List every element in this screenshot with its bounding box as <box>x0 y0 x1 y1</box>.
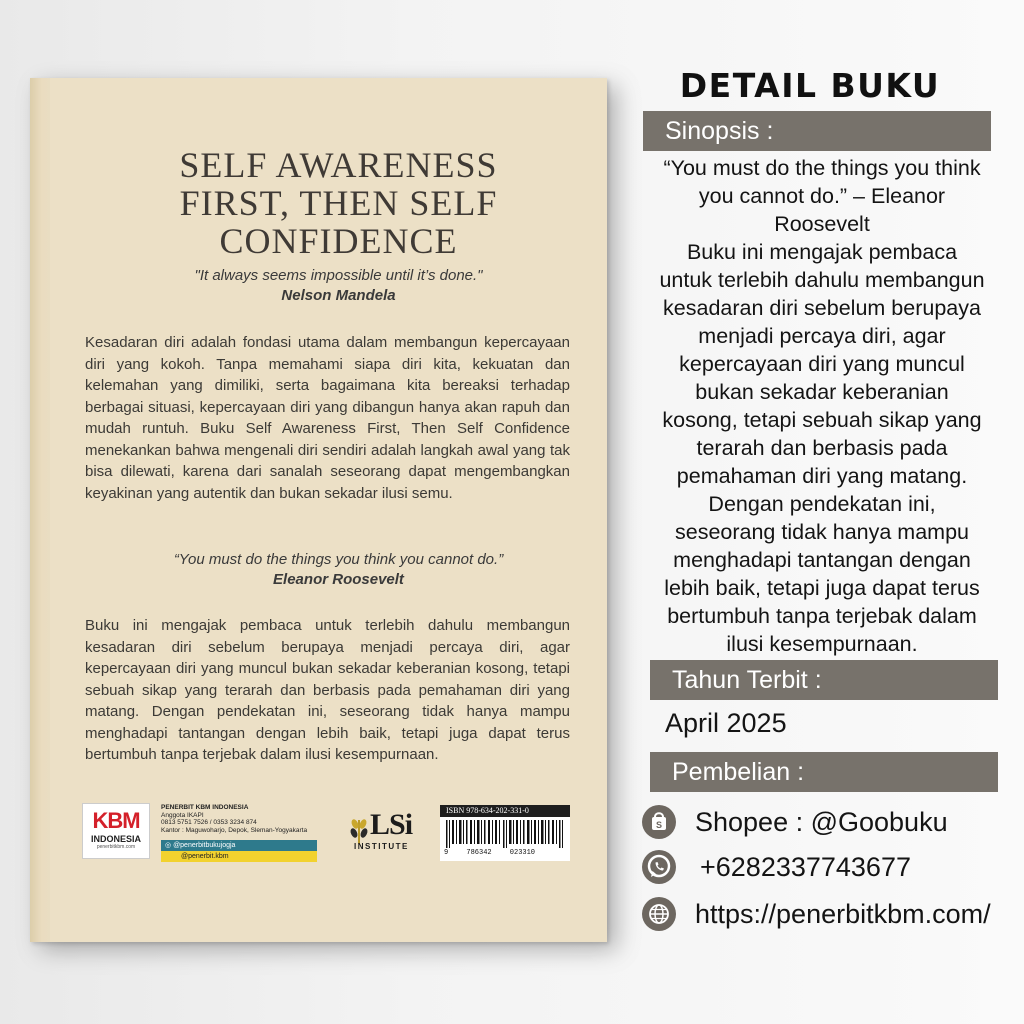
synopsis-line: Buku ini mengajak pembaca <box>686 240 958 264</box>
synopsis-line: pemahaman diri yang matang. <box>676 464 968 488</box>
instagram-handle <box>161 840 317 851</box>
whatsapp-text[interactable]: +6282337743677 <box>700 852 911 882</box>
synopsis-line: kepercayaan diri yang muncul <box>679 352 965 376</box>
youtube-handle: @penerbit.kbm <box>161 851 317 862</box>
publisher-member: Anggota IKAPI <box>161 811 204 819</box>
synopsis-line: menghadapi tantangan dengan <box>673 548 971 572</box>
synopsis-line: kosong, tetapi sebuah sikap yang <box>662 408 982 432</box>
lsi-institute-logo <box>348 808 428 858</box>
contact-website[interactable] <box>640 895 1024 935</box>
barcode-icon <box>446 820 564 848</box>
kbm-logo-sub: INDONESIA <box>90 834 141 844</box>
quote-text: “You must do the things you think you cannot do.” <box>173 551 504 568</box>
book-title-line: CONFIDENCE <box>219 221 458 261</box>
publisher-phones: 0813 5751 7526 / 0353 3234 874 <box>161 819 257 826</box>
synopsis-line: “You must do the things you think <box>663 156 981 180</box>
quote-mandela <box>70 266 607 306</box>
publisher-office: Kantor : Maguwoharjo, Depok, Sleman-Yogyakarta <box>161 826 308 834</box>
contact-shopee[interactable] <box>640 803 1024 843</box>
publisher-name: PENERBIT KBM INDONESIA <box>161 804 249 811</box>
synopsis-line: bertumbuh tanpa terjebak dalam <box>667 604 977 628</box>
synopsis-line: lebih baik, tetapi juga dapat terus <box>664 576 980 600</box>
synopsis-line: Roosevelt <box>774 212 870 236</box>
synopsis-line: untuk terlebih dahulu membangun <box>659 268 985 292</box>
isbn-barcode <box>440 805 570 861</box>
quote-roosevelt <box>70 550 607 590</box>
synopsis-line: bukan sekadar keberanian <box>695 380 949 404</box>
kbm-logo-url: penerbitkbm.com <box>96 844 136 850</box>
globe-icon <box>642 897 676 931</box>
book-paragraph-1: Kesadaran diri adalah fondasi utama dalam membangun kepercayaan diri yang kokoh. Tanpa memahami siapa diri kita, kekuatan dan kelemahan yang dimiliki, serta bagaimana kita bereaksi terhadap berbagai situasi, kepercayaan diri yang dibangun hanya akan rapuh dan mudah runtuh. Buku Self Awareness First, Then Self Confidence menekankan bahwa mengenali diri sendiri adalah langkah awal yang tak bisa dilewati, karena dari sanalah seseorang dapat mengembangkan keyakinan yang autentik dan bukan sekadar ilusi semu. <box>85 334 570 502</box>
synopsis-line: terarah dan berbasis pada <box>696 436 948 460</box>
synopsis-text <box>640 154 1004 658</box>
quote-author: Nelson Mandela <box>281 287 396 304</box>
synopsis-line: kesadaran diri sebelum berupaya <box>663 296 981 320</box>
whatsapp-icon <box>642 850 676 884</box>
shopee-text[interactable]: Shopee : @Goobuku <box>695 807 948 837</box>
book-title <box>70 146 607 260</box>
svg-text:S: S <box>655 820 663 830</box>
synopsis-line: Dengan pendekatan ini, <box>708 492 936 516</box>
website-link[interactable]: https://penerbitkbm.com/ <box>695 899 991 929</box>
synopsis-line: menjadi percaya diri, agar <box>698 324 946 348</box>
quote-author: Eleanor Roosevelt <box>273 571 404 588</box>
synopsis-line: you cannot do.” – Eleanor <box>698 184 946 208</box>
detail-heading: DETAIL BUKU <box>679 66 941 105</box>
instagram-icon: ◎ <box>165 842 174 849</box>
shopee-bag-icon <box>642 805 676 839</box>
kbm-logo <box>82 803 150 859</box>
isbn-label: ISBN 978-634-202-331-0 <box>440 805 570 817</box>
publisher-info <box>161 804 321 834</box>
synopsis-line: seseorang tidak hanya mampu <box>674 520 969 544</box>
instagram-text: @penerbitbukujogja <box>173 842 236 849</box>
book-paragraph-2: Buku ini mengajak pembaca untuk terlebih dahulu membangun kesadaran diri sebelum berupaya menjadi percaya diri, agar kepercayaan diri yang muncul bukan sekadar keberanian kosong, tetapi sebuah sikap yang terarah dan berbasis pada pemahaman diri yang matang. Dengan pendekatan ini, seseorang tidak hanya mampu menghadapi tantangan dengan lebih baik, tetapi juga dapat terus bertumbuh tanpa terjebak dalam ilusi kesempurnaan. <box>85 617 570 763</box>
quote-text: "It always seems impossible until it’s done." <box>194 267 483 284</box>
kbm-logo-mark: KBM <box>92 808 140 833</box>
year-value: April 2025 <box>665 708 787 738</box>
book-title-line: FIRST, THEN SELF <box>179 183 498 223</box>
isbn-digits: 9 786342 023310 <box>444 849 568 857</box>
wheat-icon <box>348 814 370 844</box>
purchase-label: Pembelian : <box>650 752 998 792</box>
lsi-subtitle: INSTITUTE <box>354 842 409 851</box>
synopsis-line: ilusi kesempurnaan. <box>726 632 918 656</box>
contact-whatsapp[interactable] <box>640 848 1024 888</box>
year-label: Tahun Terbit : <box>650 660 998 700</box>
lsi-wordmark: LSi <box>370 808 413 841</box>
book-back-cover <box>30 78 607 942</box>
synopsis-label: Sinopsis : <box>643 111 991 151</box>
book-title-line: SELF AWARENESS <box>179 145 498 185</box>
